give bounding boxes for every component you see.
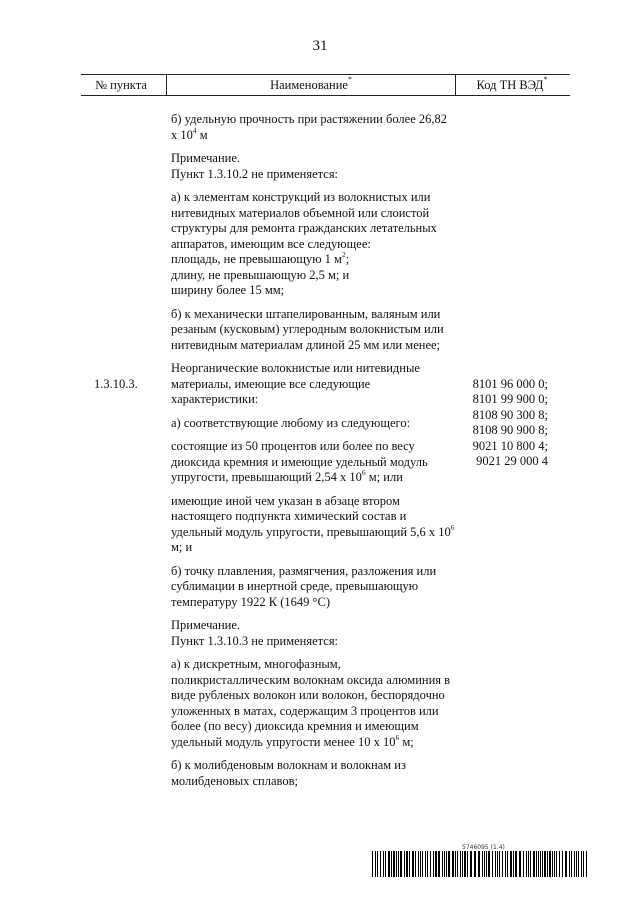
note-1-3-10-2 (171, 151, 456, 182)
paragraph-structural-elements (171, 190, 456, 299)
paragraph-inorganic-materials: Неорганические волокнистые или нитевидные материалы, имеющие все следующие характеристики: (171, 361, 420, 406)
description-column (171, 112, 456, 797)
paragraph-criteria-a: а) соответствующие любому из следующего: (171, 415, 411, 430)
barcode-id: 5746095 (1.4) (462, 844, 505, 851)
item-number: 1.3.10.3. (94, 377, 138, 391)
tn-ved-code: 8108 90 300 8; (472, 407, 548, 422)
tn-ved-code: 8101 99 900 0; (472, 392, 548, 407)
exponent: 6 (395, 732, 400, 742)
paragraph-tensile-strength (171, 112, 456, 143)
text: м; и (171, 540, 193, 554)
tn-ved-code: 9021 29 000 4 (476, 454, 548, 469)
paragraph-carbon-fibers: б) к механически штапелированным, валяным или резаным (кусковым) углеродным волокнистым или нитевидным материалам длиной 25 мм или менее; (171, 306, 444, 352)
text: а) к элементам конструкций из волокнистых или нитевидных материалов объемной или слоистой структуры для ремонта гражданских летательных аппаратов, имеющим все следующее: (171, 190, 437, 251)
tn-ved-code: 9021 10 800 4; (472, 438, 548, 453)
text: площадь, не превышающую 1 м (171, 252, 342, 266)
tn-ved-codes (464, 377, 548, 469)
exponent: 6 (361, 468, 366, 477)
header-name-label: Наименование (270, 78, 348, 92)
table-header (81, 74, 570, 96)
header-code-label: Код ТН ВЭД (476, 78, 544, 92)
paragraph-silica-content (171, 439, 456, 486)
header-name-footnote-mark: * (347, 75, 352, 84)
text: ; (345, 252, 350, 266)
text: м; (399, 734, 414, 749)
text: б) удельную прочность при растяжении более 26,82 x 10 (171, 112, 447, 142)
header-name (166, 75, 456, 95)
text: длину, не превышающую 2,5 м; и (171, 267, 350, 282)
paragraph-molybdenum-fibers: б) к молибденовым волокнам и волокнам из молибденовых сплавов; (171, 758, 406, 788)
paragraph-melting-point: б) точку плавления, размягчения, разложения или сублимации в инертной среде, превышающую температуру 1922 К (1649 °С) (171, 563, 437, 609)
header-code (454, 75, 570, 95)
page-number: 31 (312, 38, 328, 54)
paragraph-alumina-fibers (171, 657, 456, 750)
exponent: 6 (450, 522, 455, 532)
exponent: 2 (341, 250, 346, 259)
barcode-image (372, 851, 590, 877)
exponent: 4 (192, 125, 197, 135)
note-text: Пункт 1.3.10.2 не применяется: (171, 166, 339, 181)
note-text: Пункт 1.3.10.3 не применяется: (171, 633, 339, 648)
header-item-number: № пункта (95, 78, 147, 92)
text: а) к дискретным, многофазным, поликристаллическим волокнам оксида алюминия в виде рубленых волокон или волокон, беспорядочно уложенных в матах, содержащим 3 процентов или более (по весу) диоксида кремния и имеющим удельный модуль упругости менее 10 x 10 (171, 657, 451, 749)
text: ширину более 15 мм; (171, 283, 285, 297)
text: м; или (365, 470, 403, 484)
header-code-footnote-mark: * (543, 75, 548, 84)
paragraph-other-composition (171, 494, 456, 556)
tn-ved-code: 8101 96 000 0; (472, 377, 548, 391)
text: состоящие из 50 процентов или более по весу диоксида кремния и имеющие удельный модуль упругости, превышающий 2,54 x 10 (171, 439, 428, 484)
note-1-3-10-3 (171, 618, 456, 649)
note-title: Примечание. (171, 618, 241, 632)
text: имеющие иной чем указан в абзаце втором настоящего подпункта химический состав и удельный модуль упругости, превышающий 5,6 x 10 (171, 493, 451, 539)
tn-ved-code: 8108 90 900 8; (472, 423, 548, 438)
text: м (196, 127, 208, 142)
note-title: Примечание. (171, 151, 241, 165)
